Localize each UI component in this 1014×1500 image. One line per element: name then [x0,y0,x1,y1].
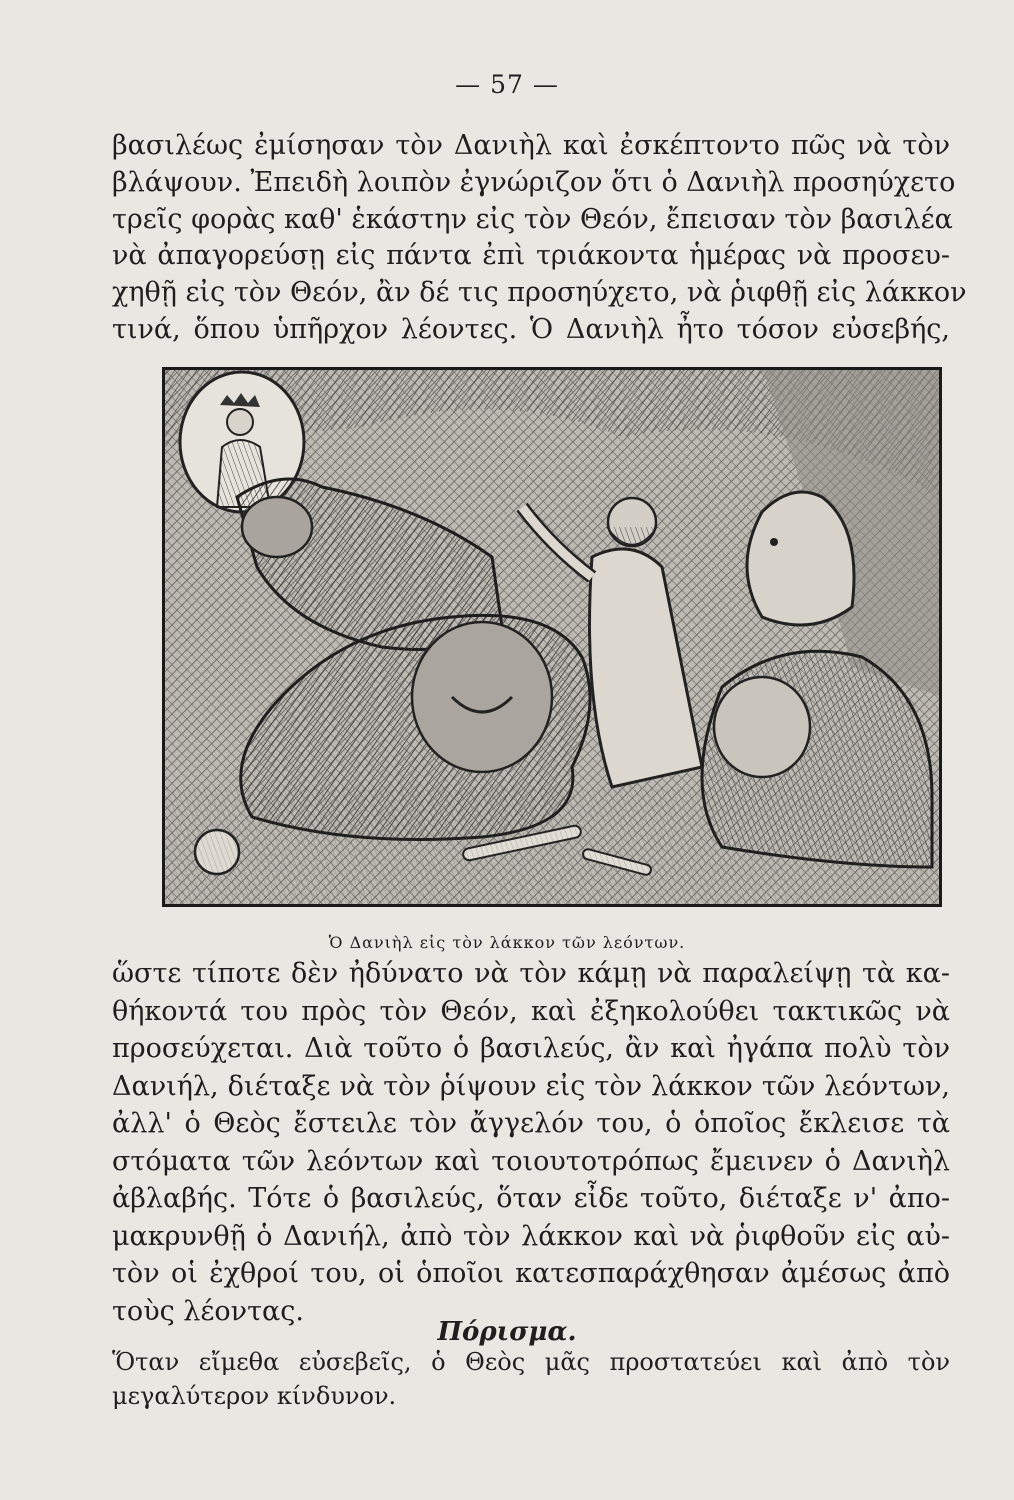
text-line: προσεύχεται. Διὰ τοῦτο ὁ βασιλεύς, ἂν καὶ ἠγάπα πολὺ τὸν [112,1033,950,1064]
text-line: τοὺς λέοντας. [112,1295,304,1327]
illustration-daniel-lions-den [162,367,942,907]
text-line: ἀλλ' ὁ Θεὸς ἔστειλε τὸν ἄγγελόν του, ὁ ὁποῖος ἔκλεισε τὰ [112,1108,950,1139]
text-line: μακρυνθῇ ὁ Δανιήλ, ἀπὸ τὸν λάκκον καὶ νὰ ῥιφθοῦν εἰς αὐ- [112,1220,950,1252]
paragraph-top [112,128,967,349]
text-line: Δανιήλ, διέταξε νὰ τὸν ῥίψουν εἰς τὸν λάκκον τῶν λεόντων, [112,1070,950,1102]
text-line: θήκοντά του πρὸς τὸν Θεόν, καὶ ἐξηκολούθει τακτικῶς νὰ [112,995,950,1027]
text-line: βασιλέως ἐμίσησαν τὸν Δανιὴλ καὶ ἐσκέπτοντο πῶς νὰ τὸν [112,130,950,161]
text-line: τρεῖς φορὰς καθ' ἑκάστην εἰς τὸν Θεόν, ἔπεισαν τὸν βασιλέα [112,203,953,235]
text-line: χηθῇ εἰς τὸν Θεόν, ἂν δέ τις προσηύχετο, νὰ ῥιφθῇ εἰς λάκκον [112,277,967,309]
text-line: Ὅταν εἴμεθα εὐσεβεῖς, ὁ Θεὸς μᾶς προστατεύει καὶ ἀπὸ τὸν [112,1348,950,1376]
text-line: τινά, ὅπου ὑπῆρχον λέοντες. Ὁ Δανιὴλ ἦτο τόσον εὐσεβής, [112,313,950,345]
page-number: — 57 — [455,70,559,99]
paragraph-bottom [112,955,950,1330]
lion-right-top [747,492,854,625]
text-line: μεγαλύτερον κίνδυνον. [112,1382,397,1410]
illustration-caption: Ὁ Δανιὴλ εἰς τὸν λάκκον τῶν λεόντων. [328,933,686,952]
text-line: ὥστε τίποτε δὲν ἠδύνατο νὰ τὸν κάμῃ νὰ παραλείψῃ τὰ κα- [112,958,950,989]
text-line: στόματα τῶν λεόντων καὶ τοιουτοτρόπως ἔμεινεν ὁ Δανιὴλ [112,1145,950,1177]
text-line: νὰ ἀπαγορεύσῃ εἰς πάντα ἐπὶ τριάκοντα ἡμέρας νὰ προσευ- [112,240,950,272]
text-line: ἀβλαβής. Τότε ὁ βασιλεύς, ὅταν εἶδε τοῦτο, διέταξε ν' ἀπο- [112,1183,950,1214]
section-heading: Πόρισμα. [437,1317,577,1347]
text-line: βλάψουν. Ἐπειδὴ λοιπὸν ἐγνώριζον ὅτι ὁ Δανιὴλ προσηύχετο [112,166,956,198]
text-line: τὸν οἱ ἐχθροί του, οἱ ὁποῖοι κατεσπαράχθησαν ἀμέσως ἀπὸ [112,1258,950,1289]
moral-text [112,1345,950,1413]
